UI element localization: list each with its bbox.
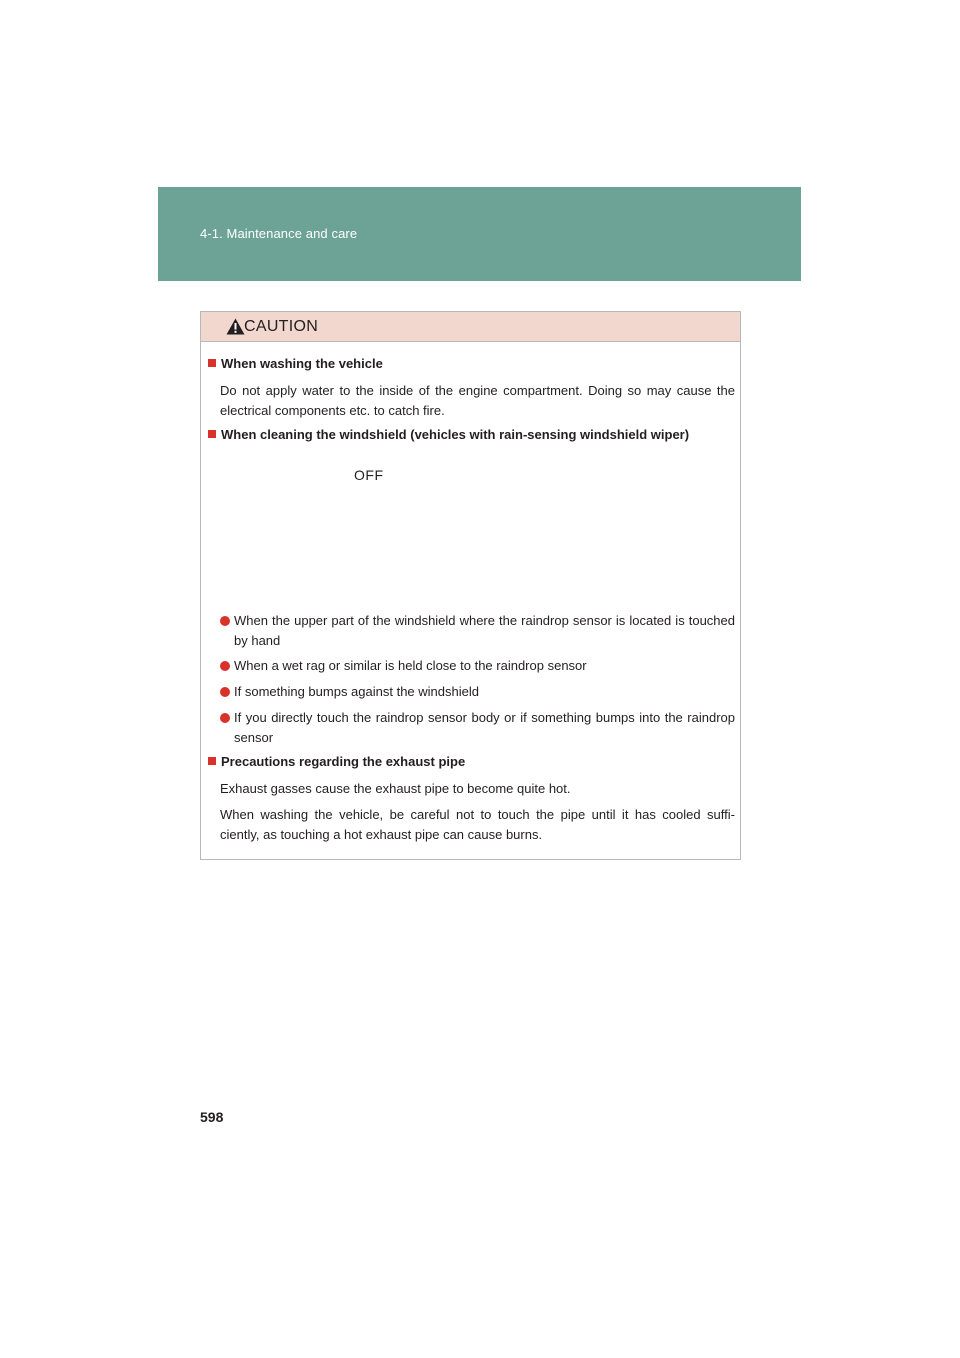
list-item: If you directly touch the raindrop sensor body or if something bumps into the raindrop sensor xyxy=(220,708,735,748)
list-item: If something bumps against the windshield xyxy=(220,682,735,702)
paragraph-washing-vehicle: Do not apply water to the inside of the engine compartment. Doing so may cause the electrical components etc. to catch fire. xyxy=(220,383,735,418)
red-dot-bullet-icon xyxy=(220,661,230,671)
caution-header xyxy=(201,312,740,342)
list-item: When the upper part of the windshield where the raindrop sensor is located is touched by hand xyxy=(220,611,735,651)
caution-box xyxy=(200,311,741,860)
heading-washing-vehicle: When washing the vehicle xyxy=(208,356,383,371)
page-number: 598 xyxy=(200,1109,224,1125)
red-square-bullet-icon xyxy=(208,430,216,438)
red-dot-bullet-icon xyxy=(220,713,230,723)
section-header-band xyxy=(158,187,801,281)
section-title: 4-1. Maintenance and care xyxy=(200,226,358,241)
red-square-bullet-icon xyxy=(208,359,216,367)
red-dot-bullet-icon xyxy=(220,616,230,626)
list-item: When a wet rag or similar is held close to the raindrop sensor xyxy=(220,656,735,676)
red-dot-bullet-icon xyxy=(220,687,230,697)
red-square-bullet-icon xyxy=(208,757,216,765)
paragraph-exhaust-burns: When washing the vehicle, be careful not to touch the pipe until it has cooled suffi- ciently, as touching a hot exhaust pipe can cause burns. xyxy=(220,807,735,842)
caution-label: CAUTION xyxy=(244,318,319,335)
warning-triangle-icon xyxy=(226,318,245,335)
heading-cleaning-windshield: When cleaning the windshield (vehicles with rain-sensing windshield wiper) xyxy=(208,427,689,442)
off-status-text: OFF xyxy=(354,467,384,483)
heading-exhaust-pipe: Precautions regarding the exhaust pipe xyxy=(208,754,465,769)
paragraph-exhaust-hot: Exhaust gasses cause the exhaust pipe to become quite hot. xyxy=(220,781,571,796)
